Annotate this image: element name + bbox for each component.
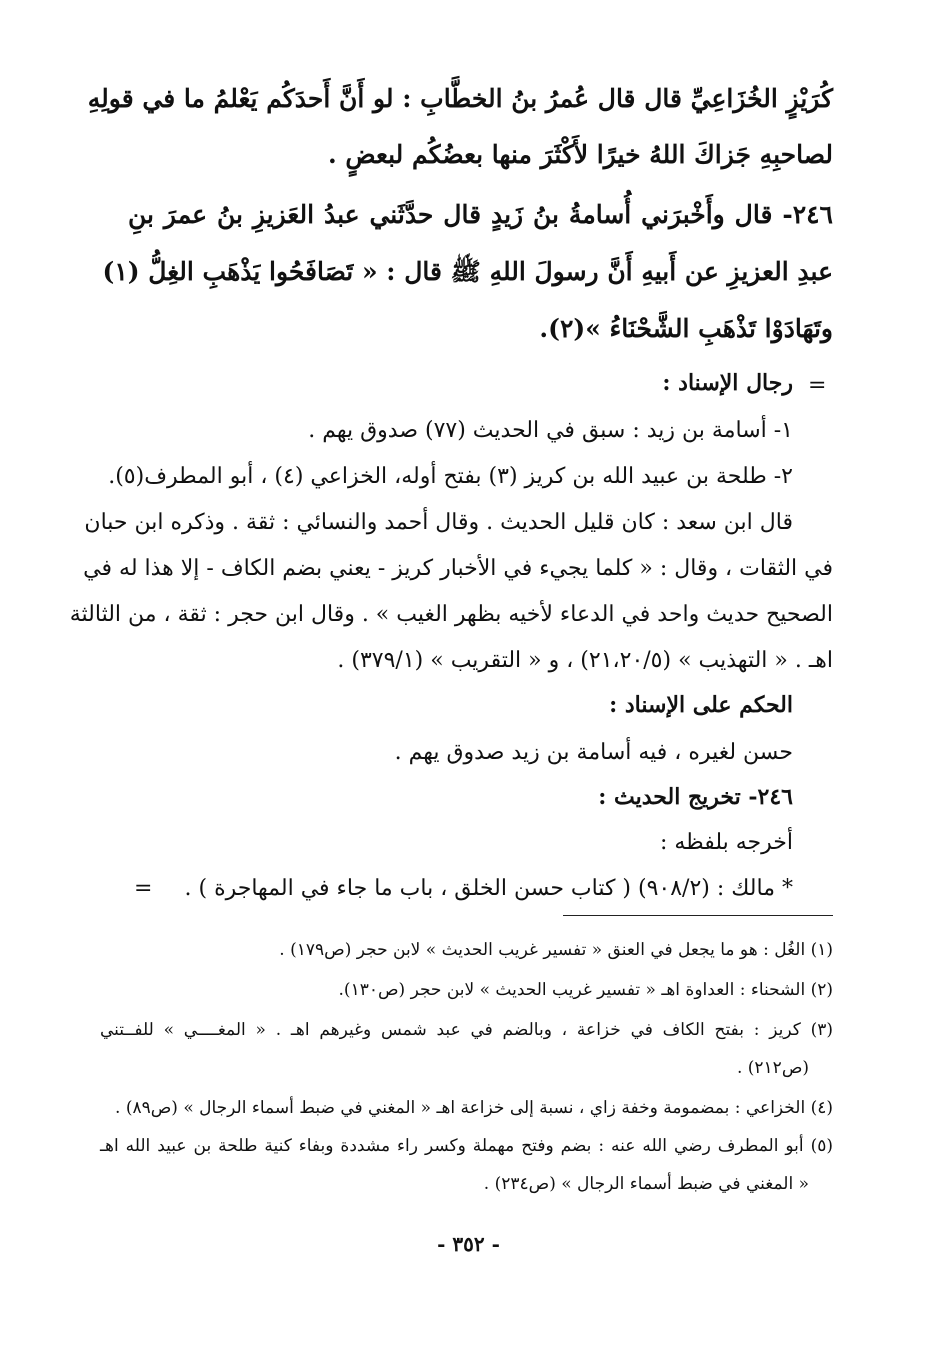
- footnote-5-cont: « المغني في ضبط أسماء الرجال » (ص٢٣٤) .: [483, 1174, 809, 1194]
- hadith-line-1: ٢٤٦- قال وأَخْبرَني أُسامةُ بنُ زَيدٍ قال حدَّثَني عبدُ العَزيزِ بنُ عمرَ بنِ: [128, 200, 833, 229]
- narrator-2: ٢- طلحة بن عبيد الله بن كريز (٣) بفتح أوله، الخزاعي (٤) ، أبو المطرف(٥).: [108, 464, 793, 489]
- takhrij-heading: ٢٤٦- تخريج الحديث :: [598, 784, 793, 810]
- footnote-5: (٥) أبو المطرف رضي الله عنه : بضم وفتح مهملة وكسر راء مشددة وبفاء كنية طلحة بن عبيد الله اهـ: [100, 1136, 833, 1156]
- hadith-line-2: عبدِ العزيزِ عن أَبيهِ أَنَّ رسولَ اللهِ ﷺ قال : « تَصَافَحُوا يَذْهَبِ الغِلُّ (١): [102, 257, 833, 286]
- footnote-3: (٣) كريز : بفتح الكاف في خزاعة ، وبالضم في عبد شمس وغيرهم اهـ . « المغــــي » للفــتني: [100, 1020, 833, 1040]
- akhraja-line: أخرجه بلفظه :: [659, 830, 793, 855]
- body-para-3: الصحيح حديث واحد في الدعاء لأخيه بظهر الغيب » . وقال ابن حجر : ثقة ، من الثالثة: [69, 602, 833, 627]
- hukm-heading: الحكم على الإسناد :: [609, 692, 793, 718]
- rijal-heading: رجال الإسناد :: [662, 370, 793, 396]
- footnote-2: (٢) الشحناء : العداوة اهـ « تفسير غريب الحديث » لابن حجر (ص١٣٠).: [338, 980, 833, 1000]
- continuation-sign-bottom: =: [134, 876, 153, 901]
- body-para-4: اهـ . « التهذيب » (٢١،٢٠/٥) ، و « التقريب » (٣٧٩/١) .: [337, 648, 833, 673]
- footnote-4: (٤) الخزاعي : بمضمومة وخفة زاي ، نسبة إلى خزاعة اهـ « المغني في ضبط أسماء الرجال » (ص٨٩) .: [115, 1098, 833, 1118]
- continuation-sign-top: =: [808, 373, 827, 398]
- top-line-1: كُرَيْزٍ الخُزَاعِيِّ قال قال عُمرُ بنُ الخطَّابِ : لو أَنَّ أَحدَكُم يَعْلمُ ما في قولِهِ: [87, 84, 833, 113]
- malik-line: * مالك : (٩٠٨/٢) ( كتاب حسن الخلق ، باب ما جاء في المهاجرة ) .: [184, 876, 793, 901]
- hadith-line-3: وتَهَادَوْا تَذْهَبِ الشَّحْنَاءُ »(٢).: [539, 314, 833, 343]
- footnote-1: (١) الغُل : هو ما يجعل في العنق « تفسير غريب الحديث » لابن حجر (ص١٧٩) .: [279, 940, 833, 960]
- body-para-2: في الثقات ، وقال : « كلما يجيء في الأخبار كريز - يعني بضم الكاف - إلا هذا له في: [83, 556, 833, 581]
- page-number: - ٣٥٢ -: [437, 1232, 500, 1256]
- top-line-2: لصاحبِهِ جَزاكَ اللهُ خيرًا لأَكْثَرَ منها بعضُكُم لبعضٍ .: [328, 140, 833, 169]
- hukm-text: حسن لغيره ، فيه أسامة بن زيد صدوق يهم .: [394, 740, 793, 765]
- narrator-1: ١- أسامة بن زيد : سبق في الحديث (٧٧) صدوق يهم .: [308, 418, 793, 443]
- footnote-divider: [563, 915, 833, 916]
- body-para-1: قال ابن سعد : كان قليل الحديث . وقال أحمد والنسائي : ثقة . وذكره ابن حبان: [84, 510, 793, 535]
- footnote-3-cont: (ص٢١٢) .: [736, 1058, 809, 1078]
